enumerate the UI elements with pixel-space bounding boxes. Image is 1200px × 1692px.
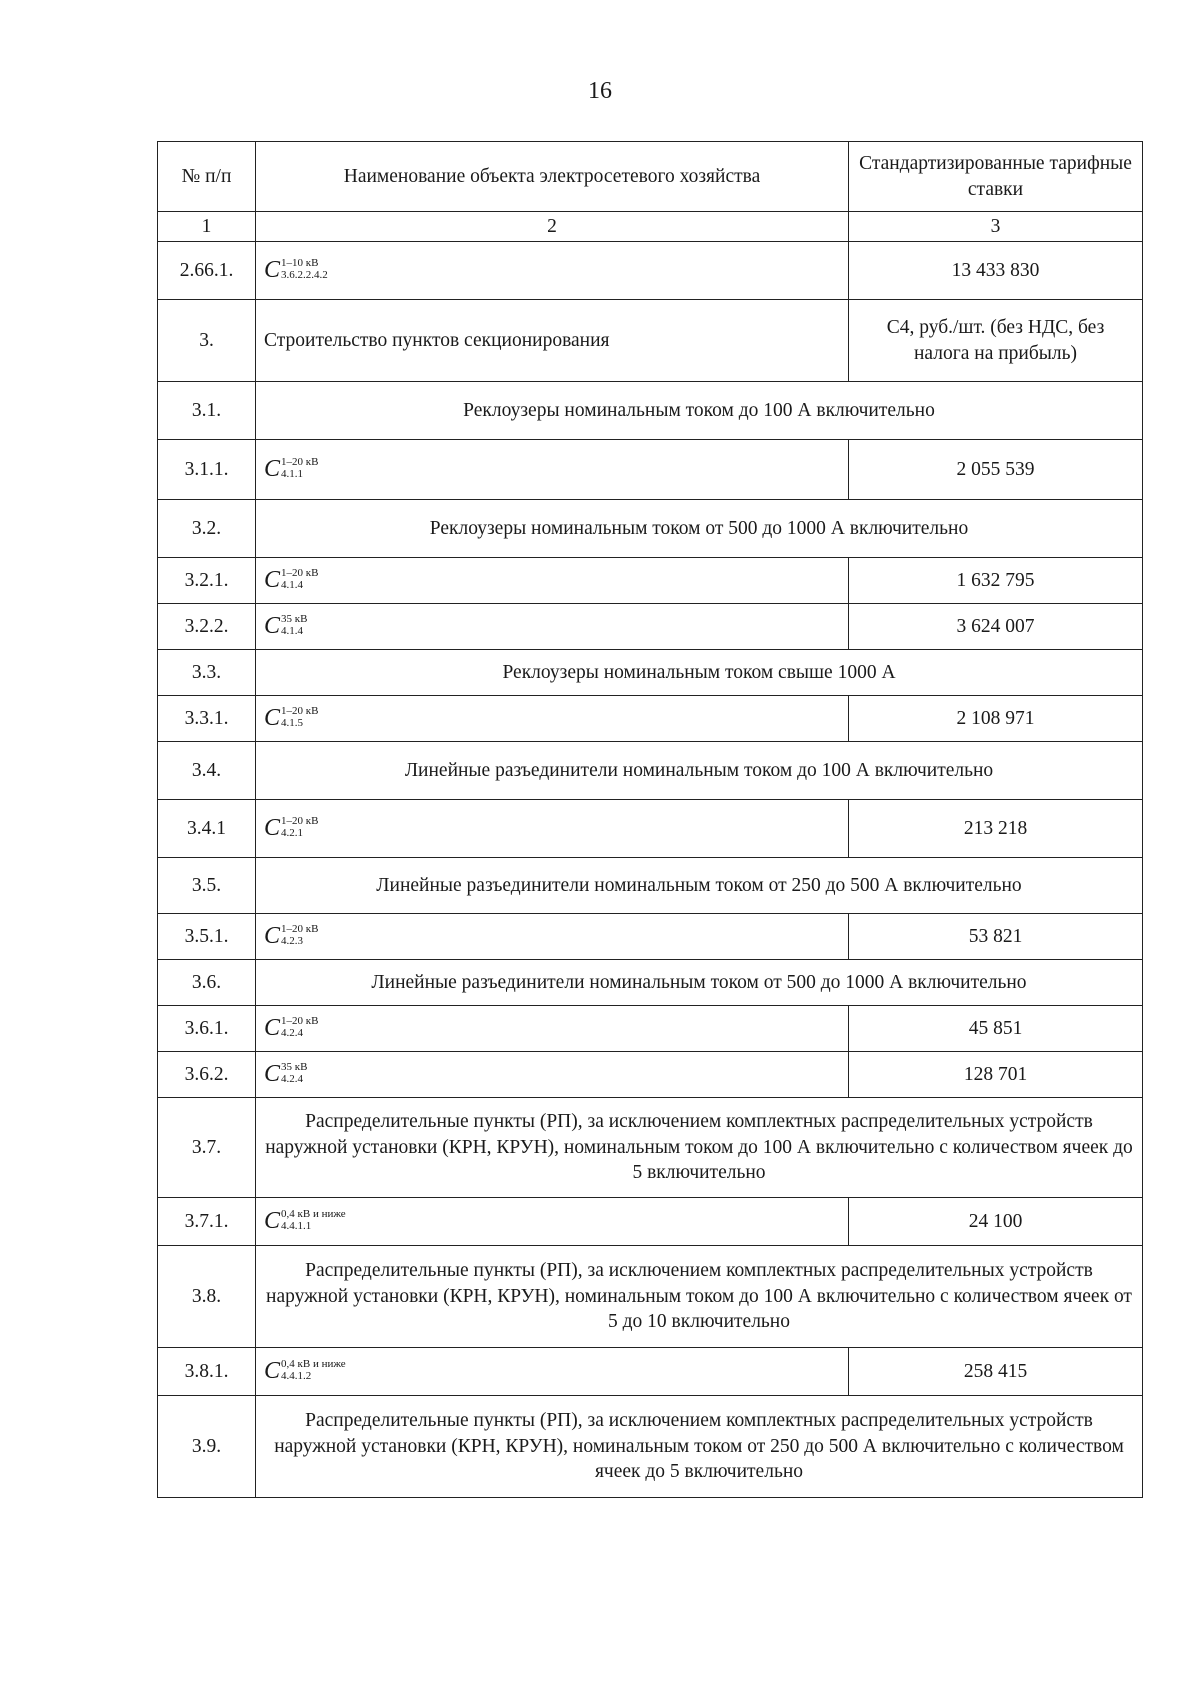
section-title: Линейные разъединители номинальным током от 500 до 1000 А включительно [256,960,1143,1006]
symbol-subscript: 4.2.3 [281,935,304,948]
table-row [158,300,1143,382]
symbol-subscript: 3.6.2.2.4.2 [281,269,328,282]
symbol-letter: C [264,256,281,283]
symbol-superscript: 1–10 кВ [281,256,319,269]
row-number: 3.7. [158,1098,256,1198]
section-row [158,500,1143,558]
tariff-symbol [256,914,849,960]
row-number: 3.8. [158,1246,256,1348]
row-number: 3.6. [158,960,256,1006]
tariff-symbol [256,604,849,650]
column-index-2: 2 [256,212,849,242]
header-number: № п/п [158,142,256,212]
tariff-value: 24 100 [849,1198,1143,1246]
section-title: Линейные разъединители номинальным током до 100 А включительно [256,742,1143,800]
table-row [158,440,1143,500]
symbol-subscript: 4.1.4 [281,625,304,638]
symbol-subscript: 4.4.1.2 [281,1370,312,1383]
symbol-superscript: 1–20 кВ [281,566,319,579]
header-row [158,142,1143,212]
symbol-letter: C [264,455,281,482]
row-number: 3.4. [158,742,256,800]
symbol-letter: C [264,704,281,731]
symbol-superscript: 0,4 кВ и ниже [281,1357,346,1370]
symbol-letter: C [264,1207,281,1234]
table-row [158,1198,1143,1246]
tariff-symbol [256,440,849,500]
tariff-value: 13 433 830 [849,242,1143,300]
table-row [158,914,1143,960]
symbol-letter: C [264,814,281,841]
table-row [158,1348,1143,1396]
tariff-table [157,141,1143,1498]
section-row [158,960,1143,1006]
row-number: 3.5. [158,858,256,914]
section-row [158,1396,1143,1498]
section-title: Распределительные пункты (РП), за исключением комплектных распределительных устройств наружной установки (КРН, КРУН), номинальным током до 100 А включительно с количеством ячеек до 5 включительно [256,1098,1143,1198]
tariff-symbol [256,696,849,742]
section-title: Реклоузеры номинальным током до 100 А включительно [256,382,1143,440]
tariff-value: 3 624 007 [849,604,1143,650]
table-row [158,558,1143,604]
tariff-value: 45 851 [849,1006,1143,1052]
section-title: Линейные разъединители номинальным током от 250 до 500 А включительно [256,858,1143,914]
section-row [158,382,1143,440]
tariff-symbol [256,558,849,604]
tariff-value: 2 108 971 [849,696,1143,742]
tariff-symbol [256,242,849,300]
row-name: Строительство пунктов секционирования [256,300,849,382]
table-row [158,696,1143,742]
table-row [158,604,1143,650]
symbol-letter: C [264,922,281,949]
symbol-superscript: 35 кВ [281,1060,308,1073]
table-row [158,242,1143,300]
section-title: Распределительные пункты (РП), за исключением комплектных распределительных устройств наружной установки (КРН, КРУН), номинальным током от 250 до 500 А включительно с количеством ячеек до 5 включительно [256,1396,1143,1498]
row-number: 3.8.1. [158,1348,256,1396]
tariff-value: 213 218 [849,800,1143,858]
symbol-letter: C [264,1060,281,1087]
row-number: 3.6.2. [158,1052,256,1098]
tariff-symbol [256,1006,849,1052]
header-tariff-rates: Стандартизированные тарифные ставки [849,142,1143,212]
section-row [158,1246,1143,1348]
row-number: 3.1. [158,382,256,440]
tariff-unit: С4, руб./шт. (без НДС, без налога на прибыль) [849,300,1143,382]
tariff-symbol [256,1198,849,1246]
symbol-letter: C [264,1357,281,1384]
tariff-symbol [256,1052,849,1098]
row-number: 3.3. [158,650,256,696]
section-title: Распределительные пункты (РП), за исключением комплектных распределительных устройств наружной установки (КРН, КРУН), номинальным током до 100 А включительно с количеством ячеек от 5 до 10 включительно [256,1246,1143,1348]
symbol-superscript: 1–20 кВ [281,1014,319,1027]
row-number: 3.2. [158,500,256,558]
column-index-1: 1 [158,212,256,242]
section-row [158,1098,1143,1198]
symbol-letter: C [264,1014,281,1041]
table-row [158,1006,1143,1052]
tariff-value: 2 055 539 [849,440,1143,500]
tariff-symbol [256,800,849,858]
symbol-subscript: 4.2.4 [281,1073,304,1086]
symbol-superscript: 35 кВ [281,612,308,625]
symbol-superscript: 1–20 кВ [281,704,319,717]
column-index-row [158,212,1143,242]
row-number: 3. [158,300,256,382]
section-row [158,650,1143,696]
tariff-symbol [256,1348,849,1396]
column-index-3: 3 [849,212,1143,242]
row-number: 3.1.1. [158,440,256,500]
row-number: 3.9. [158,1396,256,1498]
tariff-value: 1 632 795 [849,558,1143,604]
symbol-superscript: 1–20 кВ [281,814,319,827]
symbol-subscript: 4.1.4 [281,579,304,592]
symbol-superscript: 1–20 кВ [281,922,319,935]
symbol-letter: C [264,566,281,593]
symbol-subscript: 4.1.5 [281,717,304,730]
header-object-name: Наименование объекта электросетевого хозяйства [256,142,849,212]
section-row [158,858,1143,914]
symbol-subscript: 4.2.4 [281,1027,304,1040]
table-row [158,1052,1143,1098]
row-number: 2.66.1. [158,242,256,300]
section-row [158,742,1143,800]
tariff-value: 258 415 [849,1348,1143,1396]
page-number: 16 [588,78,612,104]
row-number: 3.4.1 [158,800,256,858]
section-title: Реклоузеры номинальным током свыше 1000 А [256,650,1143,696]
table-row [158,800,1143,858]
symbol-subscript: 4.1.1 [281,468,304,481]
row-number: 3.7.1. [158,1198,256,1246]
symbol-letter: C [264,612,281,639]
section-title: Реклоузеры номинальным током от 500 до 1000 А включительно [256,500,1143,558]
tariff-value: 128 701 [849,1052,1143,1098]
symbol-subscript: 4.4.1.1 [281,1220,312,1233]
tariff-value: 53 821 [849,914,1143,960]
symbol-superscript: 0,4 кВ и ниже [281,1207,346,1220]
row-number: 3.3.1. [158,696,256,742]
symbol-superscript: 1–20 кВ [281,455,319,468]
row-number: 3.2.2. [158,604,256,650]
symbol-subscript: 4.2.1 [281,827,304,840]
row-number: 3.6.1. [158,1006,256,1052]
row-number: 3.2.1. [158,558,256,604]
row-number: 3.5.1. [158,914,256,960]
